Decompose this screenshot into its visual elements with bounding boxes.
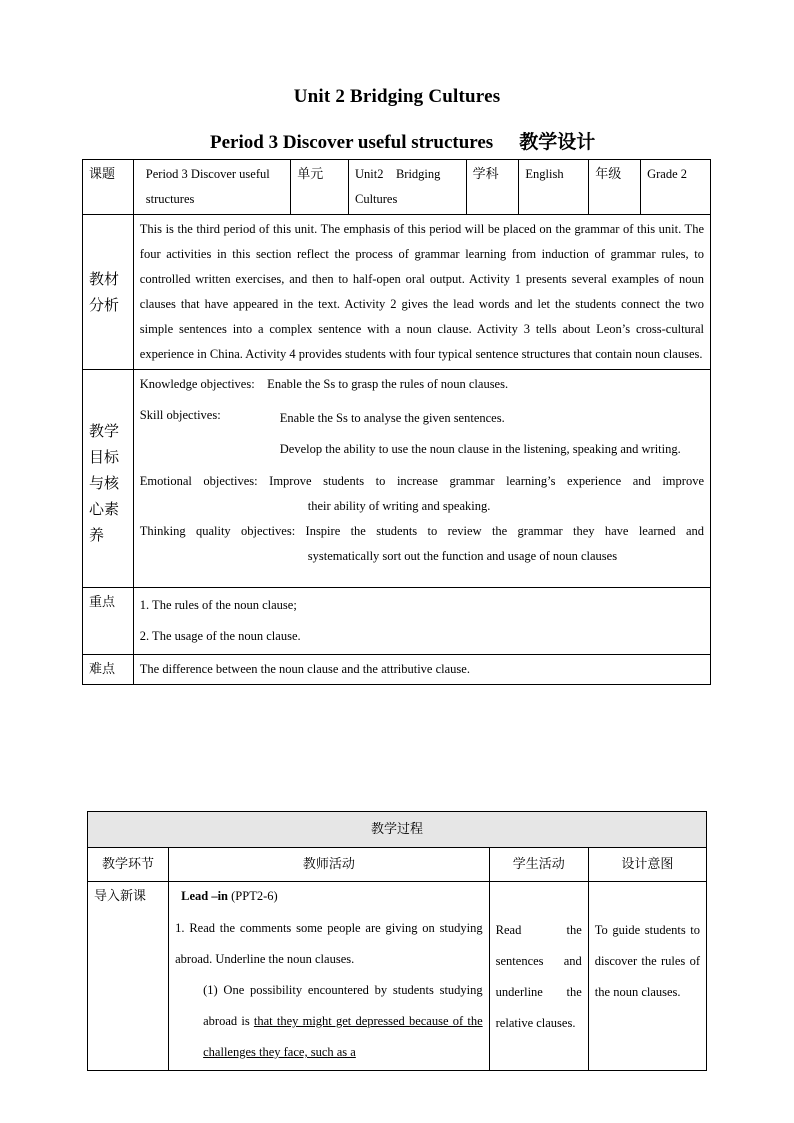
label-unit: 单元 — [291, 160, 349, 215]
teacher-instruction-1: 1. Read the comments some people are giving on studying abroad. Underline the noun clauses. — [175, 921, 483, 966]
key-point-2: 2. The usage of the noun clause. — [139, 629, 301, 643]
emotional-line-1 — [140, 469, 704, 494]
teacher-activity-cell — [169, 882, 490, 1071]
column-student: 学生活动 — [489, 848, 588, 882]
student-activity-cell: Read the sentences and underline the relative clauses. — [489, 882, 588, 1071]
label-topic: 课题 — [83, 160, 134, 215]
skill-item-2: Develop the ability to use the noun clause in the listening, speaking and writing. — [279, 442, 681, 456]
design-purpose-cell: To guide students to discover the rules of the noun clauses. — [588, 882, 706, 1071]
info-row-difficult-points — [83, 655, 711, 685]
process-header: 教学过程 — [88, 812, 707, 848]
thinking-line-1 — [140, 519, 704, 544]
thinking-line-2: systematically sort out the function and usage of noun clauses — [307, 549, 618, 563]
knowledge-objective: Knowledge objectives: Enable the Ss to grasp the rules of noun clauses. — [139, 377, 509, 391]
label-grade: 年级 — [589, 160, 641, 215]
lead-in-title: Lead –in — [181, 889, 229, 903]
topic-value: Period 3 Discover useful structures — [133, 160, 290, 215]
label-key-points: 重点 — [83, 588, 134, 655]
emotional-objective — [140, 469, 704, 519]
process-columns-row — [88, 848, 707, 882]
subtitle-en: Period 3 Discover useful structures — [210, 132, 494, 153]
stage-cell: 导入新课 — [88, 882, 169, 1071]
skill-objective — [140, 403, 704, 465]
column-teacher: 教师活动 — [169, 848, 490, 882]
lead-in-note: (PPT2-6) — [228, 889, 278, 903]
grade-value: Grade 2 — [641, 160, 711, 215]
info-row-analysis — [83, 215, 711, 370]
skill-item-1: Enable the Ss to analyse the given sentences. — [279, 411, 505, 425]
info-row-basic — [83, 160, 711, 215]
teacher-example-1 — [175, 975, 483, 1068]
process-row-lead-in — [88, 882, 707, 1071]
teaching-process-table — [87, 811, 707, 1071]
emotional-text-1: Improve students to increase grammar learning’s experience and improve — [269, 474, 704, 488]
emotional-label: Emotional objectives: — [139, 474, 258, 488]
process-header-row — [88, 812, 707, 848]
info-row-objectives — [83, 370, 711, 588]
example-1-prefix: (1) One possibility encountered by students studying abroad is — [203, 983, 483, 1028]
document-title: Unit 2 Bridging Cultures — [293, 86, 501, 107]
thinking-label: Thinking quality objectives: — [139, 524, 296, 538]
column-stage: 教学环节 — [88, 848, 169, 882]
label-difficult-points: 难点 — [83, 655, 134, 685]
info-row-key-points — [83, 588, 711, 655]
column-purpose: 设计意图 — [588, 848, 706, 882]
key-points-content — [133, 588, 710, 655]
example-1-noun-clause: that they might get depressed because of the challenges they face, such as a — [203, 1014, 483, 1059]
objectives-content — [133, 370, 710, 588]
skill-label: Skill objectives: — [139, 408, 221, 422]
thinking-text-1: Inspire the students to review the grammar they have learned and — [305, 524, 705, 538]
label-analysis: 教材分析 — [83, 215, 134, 370]
emotional-line-2: their ability of writing and speaking. — [307, 499, 491, 513]
label-subject: 学科 — [466, 160, 519, 215]
skill-text — [280, 403, 704, 465]
document-subtitle — [210, 127, 595, 154]
subtitle-cn: 教学设计 — [519, 131, 596, 153]
unit-value: Unit2 Bridging Cultures — [348, 160, 466, 215]
lesson-info-table — [82, 159, 711, 685]
lead-in-heading — [175, 884, 483, 909]
analysis-text: This is the third period of this unit. The emphasis of this period will be placed on the grammar of this unit. The four activities in this section reflect the process of grammar learning from induction of grammar rules, to controlled written exercises, and then to half-open oral output. Activity 1 presents several examples of noun clauses that have appeared in the text. Activity 2 gives the lead words and let the students connect the two simple sentences into a complex sentence with a noun clause. Activity 3 tells about Leon’s cross-cultural experience in China. Activity 4 provides students with four typical sentence structures that contain noun clauses. — [133, 215, 710, 370]
subject-value: English — [519, 160, 589, 215]
difficult-points-text: The difference between the noun clause and the attributive clause. — [133, 655, 710, 685]
key-point-1: 1. The rules of the noun clause; — [139, 598, 297, 612]
thinking-objective — [140, 519, 704, 569]
label-objectives: 教学目标与核心素养 — [83, 370, 134, 588]
